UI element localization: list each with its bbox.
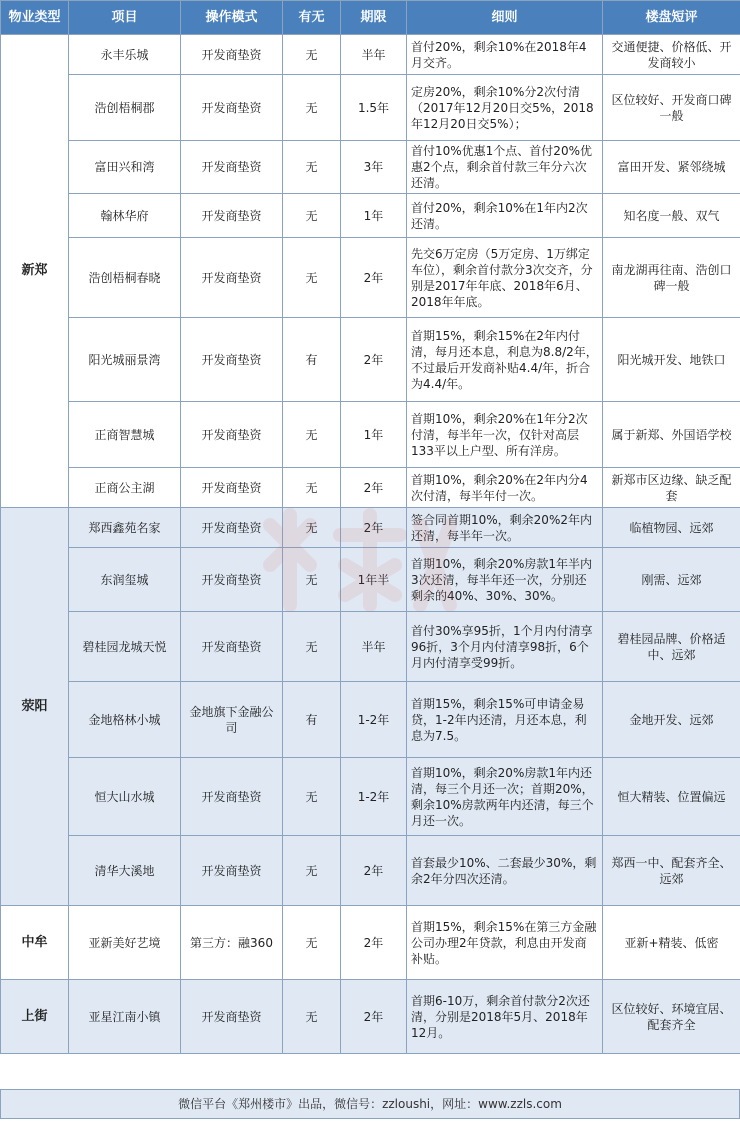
has-cell: 无 [283, 402, 341, 468]
table-row [1, 758, 740, 836]
review-cell: 郑西一中、配套齐全、远郊 [603, 836, 740, 906]
table-row [1, 468, 740, 508]
detail-cell: 先交6万定房（5万定房、1万绑定车位），剩余首付款分3次交齐，分别是2017年年底、2018年6月、2018年年底。 [407, 238, 603, 318]
table-row [1, 35, 740, 75]
project-cell: 阳光城丽景湾 [69, 318, 181, 402]
region-cell: 荥阳 [1, 508, 69, 906]
header-term: 期限 [341, 1, 407, 35]
review-cell: 富田开发、紧邻绕城 [603, 141, 740, 194]
region-cell: 上街 [1, 980, 69, 1054]
detail-cell: 首期6-10万，剩余首付款分2次还清，分别是2018年5月、2018年12月。 [407, 980, 603, 1054]
has-cell: 无 [283, 194, 341, 238]
term-cell: 1年半 [341, 548, 407, 612]
header-project: 项目 [69, 1, 181, 35]
project-cell: 金地格林小城 [69, 682, 181, 758]
header-row [1, 1, 740, 35]
has-cell: 无 [283, 906, 341, 980]
table-row [1, 75, 740, 141]
has-cell: 有 [283, 318, 341, 402]
has-cell: 无 [283, 508, 341, 548]
project-cell: 亚新美好艺境 [69, 906, 181, 980]
has-cell: 无 [283, 35, 341, 75]
term-cell: 2年 [341, 508, 407, 548]
review-cell: 碧桂园品牌、价格适中、远郊 [603, 612, 740, 682]
detail-cell: 首期15%，剩余15%在2年内付清，每月还本息，利息为8.8/2年，不过最后开发商补贴4.4/年，折合为4.4/年。 [407, 318, 603, 402]
review-cell: 临植物园、远郊 [603, 508, 740, 548]
footer-credit: 微信平台《郑州楼市》出品，微信号：zzloushi，网址：www.zzls.com [0, 1089, 740, 1119]
table-row [1, 682, 740, 758]
detail-cell: 首期15%，剩余15%在第三方金融公司办理2年贷款，利息由开发商补贴。 [407, 906, 603, 980]
term-cell: 2年 [341, 318, 407, 402]
has-cell: 无 [283, 612, 341, 682]
mode-cell: 第三方：融360 [181, 906, 283, 980]
mode-cell: 开发商垫资 [181, 836, 283, 906]
project-cell: 浩创梧桐春晓 [69, 238, 181, 318]
project-cell: 郑西鑫苑名家 [69, 508, 181, 548]
table-row [1, 612, 740, 682]
mode-cell: 开发商垫资 [181, 468, 283, 508]
review-cell: 刚需、远郊 [603, 548, 740, 612]
region-cell: 中牟 [1, 906, 69, 980]
project-cell: 东润玺城 [69, 548, 181, 612]
mode-cell: 开发商垫资 [181, 402, 283, 468]
project-cell: 清华大溪地 [69, 836, 181, 906]
review-cell: 亚新+精装、低密 [603, 906, 740, 980]
header-type: 物业类型 [1, 1, 69, 35]
mode-cell: 开发商垫资 [181, 612, 283, 682]
has-cell: 无 [283, 980, 341, 1054]
mode-cell: 开发商垫资 [181, 194, 283, 238]
detail-cell: 首期10%，剩余20%房款1年内还清，每三个月还一次；首期20%，剩余10%房款两年内还清，每三个月还一次。 [407, 758, 603, 836]
table-row [1, 906, 740, 980]
project-cell: 富田兴和湾 [69, 141, 181, 194]
header-has: 有无 [283, 1, 341, 35]
term-cell: 1.5年 [341, 75, 407, 141]
mode-cell: 开发商垫资 [181, 508, 283, 548]
detail-cell: 首期15%，剩余15%可申请金易贷，1-2年内还清，月还本息，利息为7.5。 [407, 682, 603, 758]
project-cell: 碧桂园龙城天悦 [69, 612, 181, 682]
table-row [1, 836, 740, 906]
term-cell: 3年 [341, 141, 407, 194]
review-cell: 属于新郑、外国语学校 [603, 402, 740, 468]
mode-cell: 金地旗下金融公司 [181, 682, 283, 758]
review-cell: 金地开发、远郊 [603, 682, 740, 758]
has-cell: 无 [283, 548, 341, 612]
mode-cell: 开发商垫资 [181, 980, 283, 1054]
has-cell: 无 [283, 238, 341, 318]
table-row [1, 194, 740, 238]
detail-cell: 首付20%，剩余10%在2018年4月交齐。 [407, 35, 603, 75]
has-cell: 无 [283, 75, 341, 141]
term-cell: 1年 [341, 402, 407, 468]
mode-cell: 开发商垫资 [181, 548, 283, 612]
term-cell: 1年 [341, 194, 407, 238]
detail-cell: 首期10%，剩余20%在1年分2次付清，每半年一次，仅针对高层133平以上户型、所有洋房。 [407, 402, 603, 468]
mode-cell: 开发商垫资 [181, 35, 283, 75]
detail-cell: 首付20%，剩余10%在1年内2次还清。 [407, 194, 603, 238]
project-cell: 正商公主湖 [69, 468, 181, 508]
table-row [1, 980, 740, 1054]
mode-cell: 开发商垫资 [181, 238, 283, 318]
has-cell: 有 [283, 682, 341, 758]
project-cell: 永丰乐城 [69, 35, 181, 75]
project-cell: 翰林华府 [69, 194, 181, 238]
header-mode: 操作模式 [181, 1, 283, 35]
has-cell: 无 [283, 836, 341, 906]
term-cell: 2年 [341, 906, 407, 980]
review-cell: 南龙湖再往南、浩创口碑一般 [603, 238, 740, 318]
term-cell: 半年 [341, 612, 407, 682]
header-detail: 细则 [407, 1, 603, 35]
has-cell: 无 [283, 468, 341, 508]
region-cell: 新郑 [1, 35, 69, 508]
review-cell: 阳光城开发、地铁口 [603, 318, 740, 402]
review-cell: 新郑市区边缘、缺乏配套 [603, 468, 740, 508]
mode-cell: 开发商垫资 [181, 758, 283, 836]
table-body [1, 35, 740, 1054]
review-cell: 区位较好、环境宜居、配套齐全 [603, 980, 740, 1054]
term-cell: 半年 [341, 35, 407, 75]
project-cell: 恒大山水城 [69, 758, 181, 836]
term-cell: 1-2年 [341, 682, 407, 758]
project-cell: 浩创梧桐郡 [69, 75, 181, 141]
review-cell: 知名度一般、双气 [603, 194, 740, 238]
detail-cell: 首付30%享95折，1个月内付清享96折，3个月内付清享98折，6个月内付清享受99折。 [407, 612, 603, 682]
mode-cell: 开发商垫资 [181, 318, 283, 402]
review-cell: 恒大精装、位置偏远 [603, 758, 740, 836]
mode-cell: 开发商垫资 [181, 75, 283, 141]
detail-cell: 首期10%，剩余20%在2年内分4次付清，每半年付一次。 [407, 468, 603, 508]
detail-cell: 首套最少10%、二套最少30%，剩余2年分四次还清。 [407, 836, 603, 906]
detail-cell: 定房20%，剩余10%分2次付清（2017年12月20日交5%，2018年12月20日交5%）； [407, 75, 603, 141]
table-row [1, 508, 740, 548]
term-cell: 2年 [341, 836, 407, 906]
table-row [1, 548, 740, 612]
term-cell: 2年 [341, 468, 407, 508]
term-cell: 2年 [341, 980, 407, 1054]
detail-cell: 首付10%优惠1个点、首付20%优惠2个点，剩余首付款三年分六次还清。 [407, 141, 603, 194]
project-cell: 亚星江南小镇 [69, 980, 181, 1054]
term-cell: 2年 [341, 238, 407, 318]
table-row [1, 318, 740, 402]
mode-cell: 开发商垫资 [181, 141, 283, 194]
detail-cell: 签合同首期10%，剩余20%2年内还清，每半年一次。 [407, 508, 603, 548]
term-cell: 1-2年 [341, 758, 407, 836]
review-cell: 区位较好、开发商口碑一般 [603, 75, 740, 141]
table-row [1, 141, 740, 194]
header-review: 楼盘短评 [603, 1, 740, 35]
project-cell: 正商智慧城 [69, 402, 181, 468]
has-cell: 无 [283, 758, 341, 836]
table-row [1, 238, 740, 318]
table-row [1, 402, 740, 468]
has-cell: 无 [283, 141, 341, 194]
review-cell: 交通便捷、价格低、开发商较小 [603, 35, 740, 75]
detail-cell: 首期10%，剩余20%房款1年半内3次还清，每半年还一次，分别还剩余的40%、30%、30%。 [407, 548, 603, 612]
